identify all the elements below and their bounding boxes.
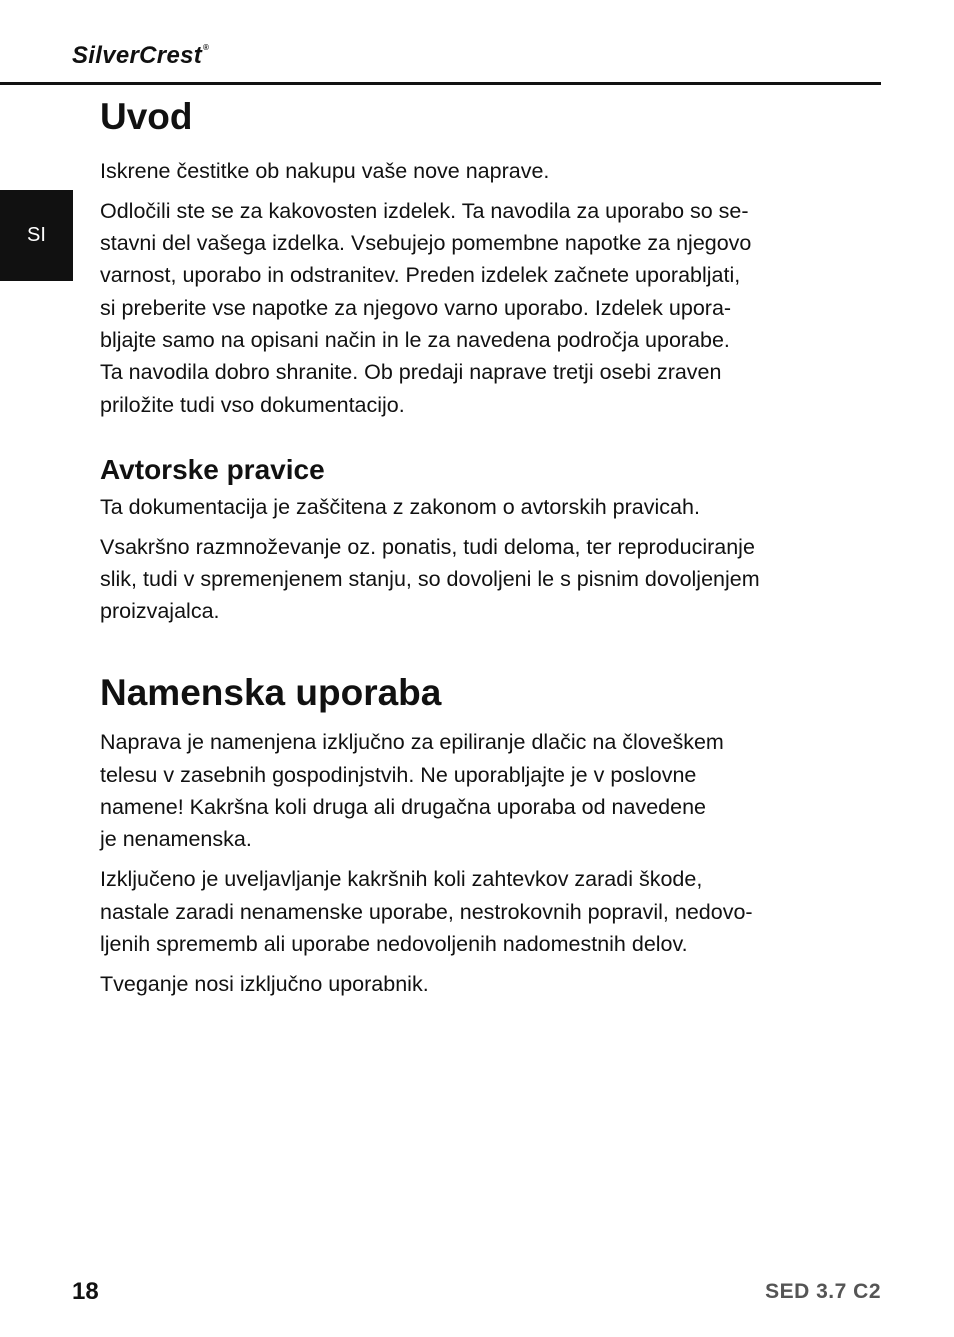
registered-mark: ® [203,43,210,52]
intro-paragraph-2: Odločili ste se za kakovosten izdelek. Ta navodila za uporabo so se- stavni del vašega izdelka. Vsebujejo pomembne napotke za njegovo varnost, uporabo in odstranitev. Preden izdelek začnete uporabljati, si preberite vse napotke za njegovo varno uporabo. Izdelek upora- bljajte samo na opisani način in le za navedena področja uporabe. Ta navodila dobro shranite. Ob predaji naprave tretji osebi zraven priložite tudi vso dokumentacijo. [100,198,752,417]
header-divider [0,82,881,85]
intro-paragraph-1: Iskrene čestitke ob nakupu vaše nove naprave. [100,158,550,183]
page-content [100,96,860,1001]
section-title-intro: Uvod [100,96,193,137]
language-tab [0,190,73,281]
copyright-paragraph-2: Vsakršno razmnoževanje oz. ponatis, tudi deloma, ter reproduciranje slik, tudi v spremenjenem stanju, so dovoljeni le s pisnim dovoljenjem proizvajalca. [100,534,760,624]
intended-use-paragraph-3: Tveganje nosi izključno uporabnik. [100,972,429,997]
language-tab-label: SI [27,224,46,246]
brand-name: SilverCrest [72,42,203,69]
section-title-copyright: Avtorske pravice [100,453,325,485]
brand-logo [72,44,209,68]
section-title-intended-use: Namenska uporaba [100,671,442,713]
copyright-paragraph-1: Ta dokumentacija je zaščitena z zakonom o avtorskih pravicah. [100,494,700,519]
model-number: SED 3.7 C2 [765,1280,881,1303]
intended-use-paragraph-2: Izključeno je uveljavljanje kakršnih koli zahtevkov zaradi škode, nastale zaradi nenamenske uporabe, nestrokovnih popravil, nedovo- ljenih sprememb ali uporabe nedovoljenih nadomestnih delov. [100,867,753,957]
intended-use-paragraph-1: Naprava je namenjena izključno za epiliranje dlačic na človeškem telesu v zasebnih gospodinjstvih. Ne uporabljajte je v poslovne namene! Kakršna koli druga ali drugačna uporaba od navedene je nenamenska. [100,730,724,852]
page-number: 18 [72,1278,99,1305]
